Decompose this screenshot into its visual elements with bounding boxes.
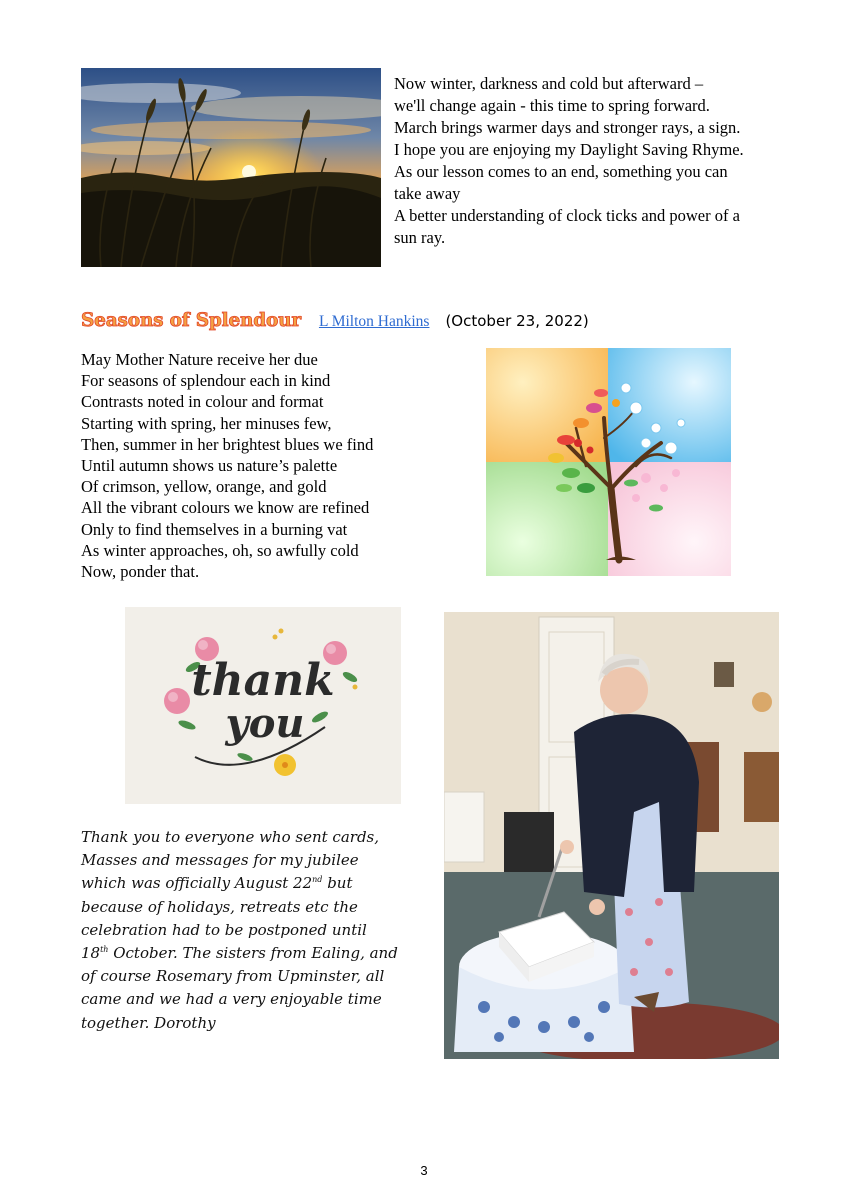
poem-line: Until autumn shows us nature’s palette [81, 456, 338, 476]
note-line: because of holidays, retreats etc the [81, 897, 358, 916]
author-link[interactable]: L Milton Hankins [318, 313, 430, 330]
poem-line: Of crimson, yellow, orange, and gold [81, 477, 327, 497]
thank-word: thank [191, 655, 335, 706]
poem-line: As our lesson comes to an end, something you can [394, 162, 728, 181]
note-line: celebration had to be postponed until [81, 920, 367, 939]
daylight-saving-poem [394, 73, 804, 249]
poem-line: Starting with spring, her minuses few, [81, 413, 332, 433]
poem-line: Now, ponder that. [81, 562, 200, 582]
section-title: Seasons of Splendour [81, 310, 301, 331]
poem-line: For seasons of splendour each in kind [81, 371, 331, 391]
sunset-photo [81, 68, 381, 267]
poem-line: Contrasts noted in colour and format [81, 392, 324, 412]
poem-date: (October 23, 2022) [445, 312, 589, 330]
note-line: Masses and messages for my jubilee [81, 851, 359, 870]
poem-line: Then, summer in her brightest blues we find [81, 434, 374, 454]
note-line: of course Rosemary from Upminster, all [81, 967, 385, 986]
note-line: together. Dorothy [81, 1013, 216, 1032]
poem-line: Now winter, darkness and cold but afterward – [394, 74, 704, 93]
cake-cutting-photo [444, 612, 779, 1059]
four-seasons-tree-image [486, 348, 731, 576]
poem-line: we'll change again - this time to spring forward. [394, 96, 710, 115]
poem-line: March brings warmer days and stronger rays, a sign. [394, 118, 741, 137]
section-heading [81, 310, 589, 336]
poem-line: I hope you are enjoying my Daylight Saving Rhyme. [394, 140, 744, 159]
poem-line: Only to find themselves in a burning vat [81, 519, 348, 539]
note-line: which was officially August 22nd but [81, 874, 353, 893]
thank-you-card-image [125, 607, 401, 804]
poem-line: All the vibrant colours we know are refined [81, 498, 370, 518]
note-line: came and we had a very enjoyable time [81, 990, 382, 1009]
note-line: Thank you to everyone who sent cards, [81, 828, 380, 846]
poem-line: May Mother Nature receive her due [81, 350, 318, 369]
jubilee-thank-you-note [81, 826, 431, 1035]
you-word: you [225, 700, 305, 747]
note-line: 18th October. The sisters from Ealing, and [81, 944, 398, 963]
poem-line: A better understanding of clock ticks and power of a [394, 206, 740, 225]
page-number: 3 [420, 1163, 428, 1178]
seasons-poem [81, 349, 481, 582]
poem-line: take away [394, 184, 461, 203]
poem-line: As winter approaches, oh, so awfully cold [81, 540, 359, 560]
poem-line: sun ray. [394, 228, 446, 247]
